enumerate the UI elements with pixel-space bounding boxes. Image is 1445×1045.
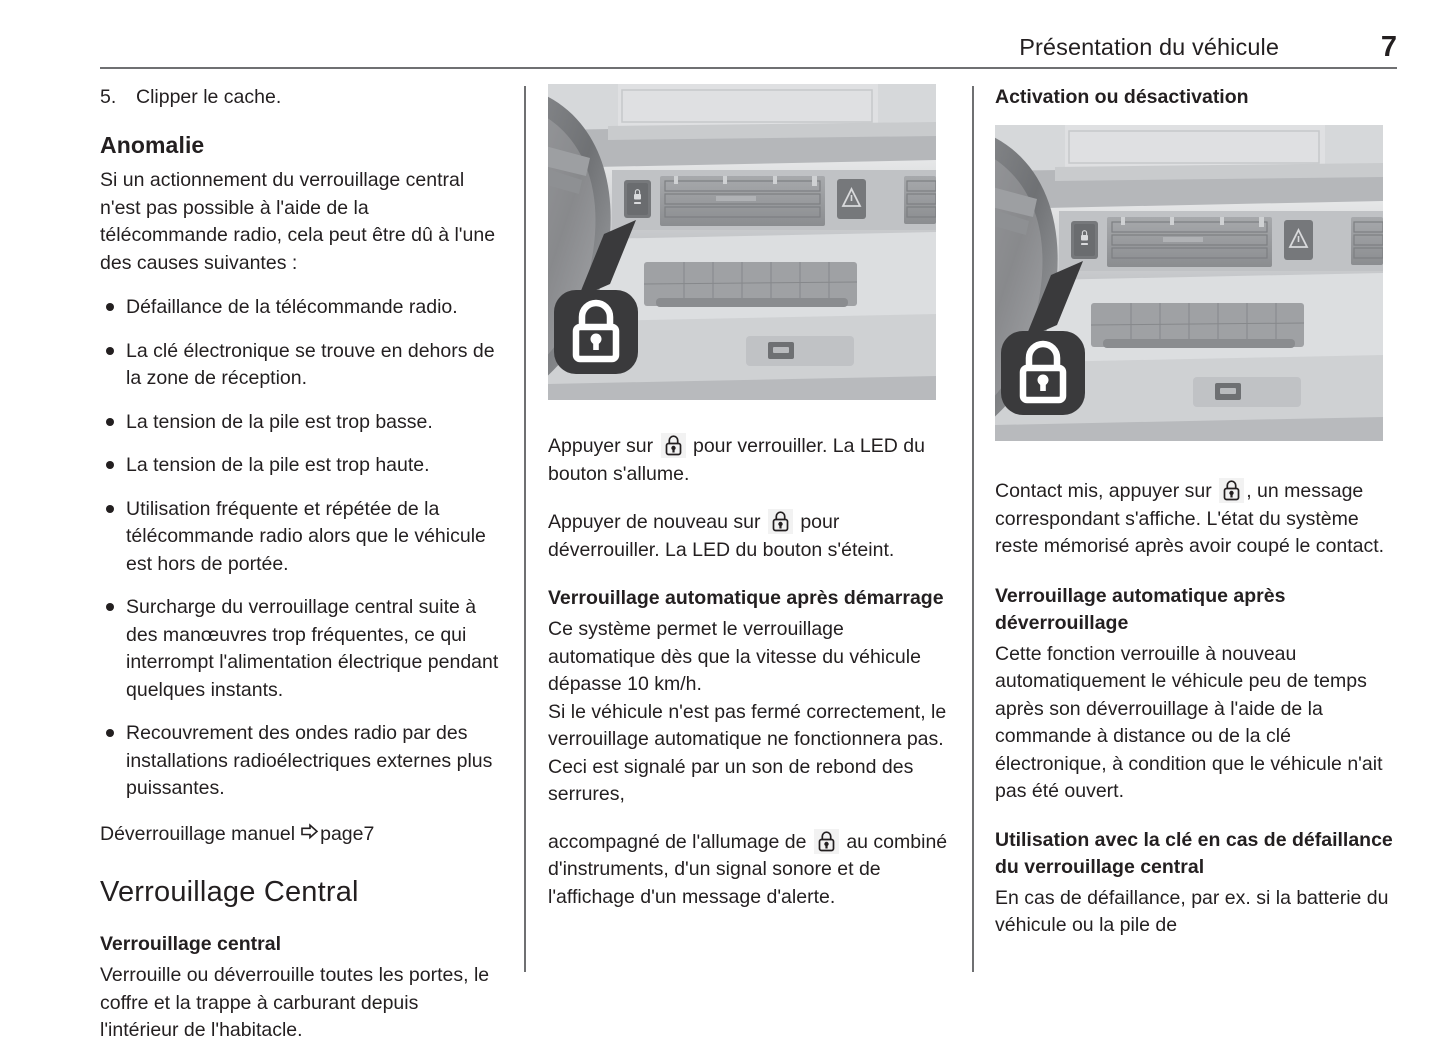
list-item-text: La tension de la pile est trop haute.: [126, 454, 430, 476]
list-item: [100, 452, 500, 480]
auto-lock-body-3-prefix: accompagné de l'allumage de: [548, 830, 807, 853]
dashboard-illustration-svg: [548, 84, 936, 400]
subheading-auto-lock-after-start: Verrouillage automatique après démarrage: [548, 587, 944, 609]
list-item: [100, 720, 500, 803]
bullet-icon: [106, 729, 114, 737]
anomalie-causes-list: [100, 294, 500, 803]
bullet-icon: [106, 347, 114, 355]
verrouillage-central-body: Verrouille ou déverrouille toutes les portes, le coffre et la trappe à carburant depuis l'intérieur de l'habitacle.: [100, 964, 490, 1041]
bullet-icon: [106, 461, 114, 469]
contact-instruction-paragraph: [995, 478, 1395, 561]
bullet-icon: [106, 603, 114, 611]
bullet-icon: [106, 303, 114, 311]
anomalie-intro-text: Si un actionnement du verrouillage central n'est pas possible à l'aide de la télécommande radio, cela peut être dû à l'une des causes suivantes :: [100, 169, 496, 274]
list-item: [100, 409, 500, 437]
list-text: Clipper le cache.: [136, 86, 282, 108]
list-item-text: La clé électronique se trouve en dehors de la zone de réception.: [126, 339, 495, 389]
page-columns: [0, 84, 1445, 1041]
heading-verrouillage-central: Verrouillage Central: [100, 876, 359, 908]
list-number: 5.: [100, 86, 117, 108]
unlock-instruction-suffix: pour déverrouiller. La LED du bouton s'éteint.: [548, 511, 895, 561]
dashboard-illustration-2-svg: [995, 125, 1383, 441]
subheading-auto-lock-after-unlock: Verrouillage automatique après déverrouillage: [995, 584, 1286, 634]
page-number: 7: [1380, 31, 1397, 63]
key-use-body: En cas de défaillance, par ex. si la batterie du véhicule ou la pile de: [995, 886, 1389, 936]
heading-anomalie: Anomalie: [100, 132, 205, 158]
column-left: [100, 84, 500, 1045]
column-right: [995, 84, 1395, 940]
list-item: [100, 294, 500, 322]
lock-instruction-suffix: pour verrouiller. La LED du bouton s'allume.: [548, 435, 925, 485]
page-header: [100, 31, 1397, 70]
column-divider-left: [524, 86, 526, 972]
cross-reference[interactable]: [100, 821, 500, 849]
list-item-text: La tension de la pile est trop basse.: [126, 410, 433, 433]
contact-instruction-prefix: Contact mis, appuyer sur: [995, 480, 1212, 502]
subheading-verrouillage-central: Verrouillage central: [100, 933, 281, 955]
lock-icon: [768, 509, 793, 534]
bullet-icon: [106, 418, 114, 426]
auto-unlock-body: Cette fonction verrouille à nouveau automatiquement le véhicule peu de temps après son déverrouillage à l'aide de la commande à distance ou de la clé électronique, à condition que le véhicule n'ait pas été ouvert.: [995, 642, 1383, 802]
lock-icon: [661, 433, 686, 458]
dashboard-illustration-2: [995, 125, 1383, 441]
cross-reference-target: page7: [320, 822, 375, 845]
subheading-activation: Activation ou désactivation: [995, 86, 1249, 108]
lock-icon: [814, 829, 839, 854]
lock-instruction-paragraph: [548, 433, 948, 488]
unlock-instruction-prefix: Appuyer de nouveau sur: [548, 511, 761, 533]
unlock-instruction-paragraph: [548, 509, 948, 564]
auto-lock-body-2: Si le véhicule n'est pas fermé correctement, le verrouillage automatique ne fonctionnera pas. Ceci est signalé par un son de rebond des serrures,: [548, 700, 947, 805]
list-item: [100, 594, 500, 704]
auto-lock-body-1: Ce système permet le verrouillage automatique dès que la vitesse du véhicule dépasse 10 km/h.: [548, 618, 921, 695]
column-divider-right: [972, 86, 974, 972]
arrow-right-icon: [300, 822, 319, 850]
auto-lock-body-3: [548, 829, 948, 912]
dashboard-illustration-1: [548, 84, 936, 400]
list-item-text: Utilisation fréquente et répétée de la télécommande radio alors que le véhicule est hors de portée.: [126, 497, 486, 575]
list-item: [100, 338, 500, 393]
auto-lock-body-3-suffix: au combiné d'instruments, d'un signal sonore et de l'affichage d'un message d'alerte.: [548, 830, 948, 908]
header-divider: [100, 67, 1397, 69]
column-middle: [548, 84, 948, 911]
subheading-key-use: Utilisation avec la clé en cas de défaillance du verrouillage central: [995, 828, 1393, 878]
numbered-list-item: [100, 84, 500, 111]
list-item-text: Surcharge du verrouillage central suite à des manœuvres trop fréquentes, ce qui interrompt l'alimentation électrique pendant quelques instants.: [126, 596, 499, 701]
lock-instruction-prefix: Appuyer sur: [548, 435, 654, 457]
lock-icon: [1219, 478, 1244, 503]
list-item-text: Recouvrement des ondes radio par des installations radioélectriques externes plus puissantes.: [126, 722, 493, 799]
page-title: Présentation du véhicule: [1019, 34, 1279, 60]
contact-instruction-suffix: , un message correspondant s'affiche. L'état du système reste mémorisé après avoir coupé le contact.: [995, 480, 1385, 557]
bullet-icon: [106, 505, 114, 513]
list-item-text: Défaillance de la télécommande radio.: [126, 296, 458, 318]
list-item: [100, 496, 500, 579]
cross-reference-label: Déverrouillage manuel: [100, 822, 296, 845]
